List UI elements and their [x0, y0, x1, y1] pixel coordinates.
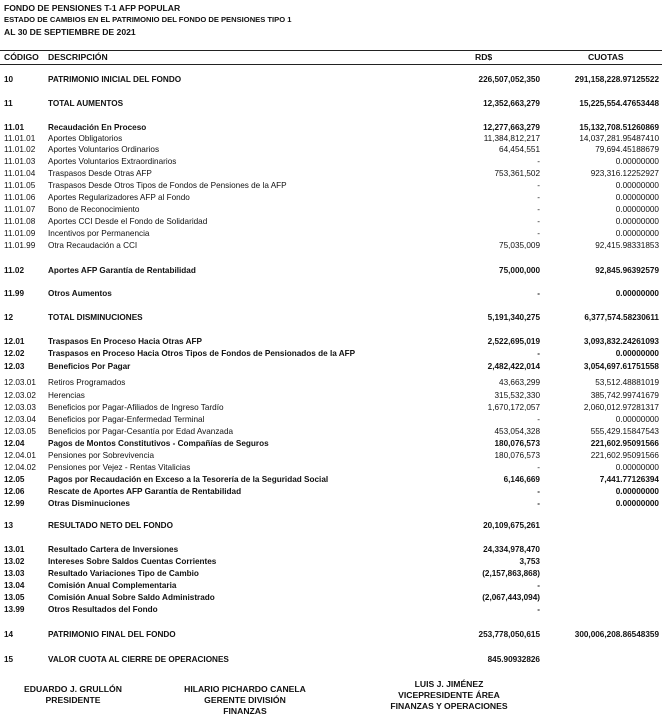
row-description: Intereses Sobre Saldos Cuentas Corrientes	[48, 557, 217, 566]
row-description: Otras Disminuciones	[48, 499, 130, 508]
signature-name: EDUARDO J. GRULLÓN	[24, 684, 122, 694]
column-header-row	[0, 50, 662, 65]
row-description: Rescate de Aportes AFP Garantía de Rentabilidad	[48, 487, 242, 496]
row-rd-value: 180,076,573	[494, 451, 540, 460]
row-rd-value: -	[537, 487, 540, 496]
signature-title: GERENTE DIVISIÓN	[204, 695, 286, 705]
row-quota-value: 15,132,708.51260869	[579, 123, 659, 132]
row-rd-value: 24,334,978,470	[483, 545, 540, 554]
row-rd-value: -	[537, 349, 540, 358]
row-description: Comisión Anual Sobre Saldo Administrado	[48, 593, 215, 602]
row-quota-value: 0.00000000	[615, 463, 659, 472]
row-rd-value: 1,670,172,057	[487, 403, 540, 412]
row-description: Pagos por Recaudación en Exceso a la Tesorería de la Seguridad Social	[48, 475, 329, 484]
row-quota-value: 221,602.95091566	[590, 451, 659, 460]
table-row	[0, 216, 662, 227]
report-subtitle: ESTADO DE CAMBIOS EN EL PATRIMONIO DEL FONDO DE PENSIONES TIPO 1	[4, 15, 292, 24]
row-quota-value: 14,037,281.95487410	[579, 134, 659, 143]
table-row	[0, 592, 662, 603]
row-code: 11.01.09	[4, 229, 36, 238]
table-row	[0, 240, 662, 251]
row-description: Aportes Regularizadores AFP al Fondo	[48, 193, 190, 202]
row-quota-value: 0.00000000	[615, 487, 659, 496]
row-description: Aportes AFP Garantía de Rentabilidad	[48, 266, 196, 275]
signature-title-2: FINANZAS Y OPERACIONES	[390, 701, 508, 711]
report-date: AL 30 DE SEPTIEMBRE DE 2021	[4, 27, 136, 37]
row-rd-value: 12,277,663,279	[483, 123, 540, 132]
row-code: 12.03	[4, 362, 25, 371]
row-quota-value: 385,742.99741679	[590, 391, 659, 400]
row-quota-value: 0.00000000	[615, 205, 659, 214]
row-description: Otros Resultados del Fondo	[48, 605, 158, 614]
row-code: 12.03.05	[4, 427, 36, 436]
table-row	[0, 192, 662, 203]
row-quota-value: 0.00000000	[615, 193, 659, 202]
row-rd-value: -	[537, 499, 540, 508]
row-quota-value: 0.00000000	[615, 289, 659, 298]
row-rd-value: (2,157,863,868)	[482, 569, 540, 578]
row-quota-value: 53,512.48881019	[595, 378, 659, 387]
row-quota-value: 555,429.15847543	[590, 427, 659, 436]
table-row	[0, 556, 662, 567]
table-row	[0, 629, 662, 640]
row-description: Comisión Anual Complementaria	[48, 581, 177, 590]
row-code: 12.03.04	[4, 415, 36, 424]
row-quota-value: 0.00000000	[615, 217, 659, 226]
row-description: TOTAL AUMENTOS	[48, 99, 124, 108]
column-description-header: DESCRIPCIÓN	[48, 52, 108, 62]
row-quota-value: 291,158,228.97125522	[574, 75, 659, 84]
row-rd-value: -	[537, 157, 540, 166]
row-code: 11.99	[4, 289, 25, 298]
table-row	[0, 604, 662, 615]
row-rd-value: -	[537, 289, 540, 298]
row-description: Otros Aumentos	[48, 289, 112, 298]
row-description: Pensiones por Sobrevivencia	[48, 451, 155, 460]
row-description: Aportes Obligatorios	[48, 134, 123, 143]
table-row	[0, 450, 662, 461]
row-code: 12	[4, 313, 14, 322]
row-code: 11.01	[4, 123, 25, 132]
row-quota-value: 300,006,208.86548359	[574, 630, 659, 639]
table-row	[0, 312, 662, 323]
row-code: 11.01.05	[4, 181, 36, 190]
row-description: Bono de Reconocimiento	[48, 205, 140, 214]
row-description: Traspasos Desde Otras AFP	[48, 169, 152, 178]
row-rd-value: 315,532,330	[494, 391, 540, 400]
row-description: Traspasos en Proceso Hacia Otros Tipos de Fondos de Pensionados de la AFP	[48, 349, 356, 358]
row-rd-value: -	[537, 463, 540, 472]
table-row	[0, 568, 662, 579]
row-rd-value: 3,753	[519, 557, 540, 566]
row-rd-value: 2,482,422,014	[487, 362, 540, 371]
row-code: 14	[4, 630, 14, 639]
row-quota-value: 0.00000000	[615, 157, 659, 166]
row-description: Resultado Cartera de Inversiones	[48, 545, 179, 554]
row-code: 12.04.01	[4, 451, 36, 460]
table-row	[0, 228, 662, 239]
table-row	[0, 288, 662, 299]
row-rd-value: 75,035,009	[499, 241, 540, 250]
table-row	[0, 168, 662, 179]
table-row	[0, 348, 662, 359]
row-code: 10	[4, 75, 14, 84]
row-quota-value: 3,054,697.61751558	[583, 362, 659, 371]
row-code: 13.05	[4, 593, 25, 602]
table-row	[0, 438, 662, 449]
table-row	[0, 498, 662, 509]
table-row	[0, 265, 662, 276]
row-code: 12.05	[4, 475, 25, 484]
row-description: Herencias	[48, 391, 85, 400]
row-description: Retiros Programados	[48, 378, 126, 387]
column-code-header: CÓDIGO	[4, 52, 39, 62]
signature-name: HILARIO PICHARDO CANELA	[184, 684, 306, 694]
row-rd-value: 6,146,669	[503, 475, 540, 484]
row-code: 11.01.07	[4, 205, 36, 214]
row-rd-value: 253,778,050,615	[478, 630, 540, 639]
row-code: 12.04.02	[4, 463, 36, 472]
row-description: Beneficios Por Pagar	[48, 362, 131, 371]
table-row	[0, 414, 662, 425]
row-description: Aportes Voluntarios Extraordinarios	[48, 157, 177, 166]
table-row	[0, 204, 662, 215]
row-description: Pagos de Montos Constitutivos - Compañías de Seguros	[48, 439, 269, 448]
row-description: VALOR CUOTA AL CIERRE DE OPERACIONES	[48, 655, 229, 664]
row-quota-value: 92,415.98331853	[595, 241, 659, 250]
row-code: 13.01	[4, 545, 25, 554]
row-rd-value: -	[537, 205, 540, 214]
row-description: Recaudación En Proceso	[48, 123, 147, 132]
row-quota-value: 0.00000000	[615, 349, 659, 358]
row-description: Otra Recaudación a CCI	[48, 241, 138, 250]
row-code: 13	[4, 521, 14, 530]
row-rd-value: 43,663,299	[499, 378, 540, 387]
table-row	[0, 654, 662, 665]
row-rd-value: 753,361,502	[494, 169, 540, 178]
row-quota-value: 15,225,554.47653448	[579, 99, 659, 108]
row-description: Incentivos por Permanencia	[48, 229, 150, 238]
row-quota-value: 0.00000000	[615, 415, 659, 424]
row-rd-value: -	[537, 193, 540, 202]
row-quota-value: 79,694.45188679	[595, 145, 659, 154]
row-description: Aportes Voluntarios Ordinarios	[48, 145, 160, 154]
row-code: 11	[4, 99, 13, 108]
row-rd-value: 20,109,675,261	[483, 521, 540, 530]
row-rd-value: -	[537, 581, 540, 590]
signature-vice-president	[384, 679, 514, 712]
row-code: 12.03.01	[4, 378, 36, 387]
signature-title: PRESIDENTE	[45, 695, 101, 705]
row-quota-value: 7,441.77126394	[599, 475, 659, 484]
row-code: 11.01.08	[4, 217, 36, 226]
table-row	[0, 486, 662, 497]
table-row	[0, 336, 662, 347]
row-quota-value: 0.00000000	[615, 499, 659, 508]
row-code: 13.99	[4, 605, 25, 614]
row-code: 12.01	[4, 337, 25, 346]
row-quota-value: 923,316.12252927	[590, 169, 659, 178]
signature-title-2: FINANZAS	[223, 706, 267, 716]
row-description: Pensiones por Vejez - Rentas Vitalicias	[48, 463, 191, 472]
table-row	[0, 426, 662, 437]
row-rd-value: -	[537, 229, 540, 238]
row-code: 11.02	[4, 266, 25, 275]
row-rd-value: 12,352,663,279	[483, 99, 540, 108]
row-code: 12.02	[4, 349, 25, 358]
row-description: Traspasos Desde Otros Tipos de Fondos de Pensiones de la AFP	[48, 181, 287, 190]
signature-finance-manager	[180, 684, 310, 717]
row-rd-value: 75,000,000	[499, 266, 540, 275]
row-code: 13.02	[4, 557, 25, 566]
row-rd-value: 453,054,328	[494, 427, 540, 436]
table-row	[0, 520, 662, 531]
row-quota-value: 221,602.95091566	[590, 439, 659, 448]
row-quota-value: 0.00000000	[615, 229, 659, 238]
signature-name: LUIS J. JIMÉNEZ	[414, 679, 484, 689]
row-code: 12.04	[4, 439, 25, 448]
report-title: FONDO DE PENSIONES T-1 AFP POPULAR	[4, 3, 181, 13]
row-rd-value: 845.90932826	[487, 655, 540, 664]
row-rd-value: -	[537, 217, 540, 226]
row-code: 12.03.02	[4, 391, 36, 400]
row-quota-value: 92,845.96392579	[595, 266, 659, 275]
row-description: Traspasos En Proceso Hacia Otras AFP	[48, 337, 202, 346]
row-quota-value: 3,093,832.24261093	[583, 337, 659, 346]
column-quotas-header: CUOTAS	[588, 52, 624, 62]
row-rd-value: 226,507,052,350	[478, 75, 540, 84]
row-rd-value: -	[537, 415, 540, 424]
table-row	[0, 402, 662, 413]
row-code: 15	[4, 655, 14, 664]
table-row	[0, 544, 662, 555]
table-row	[0, 390, 662, 401]
table-row	[0, 74, 662, 85]
row-code: 11.01.03	[4, 157, 36, 166]
row-quota-value: 0.00000000	[615, 181, 659, 190]
table-row	[0, 474, 662, 485]
row-code: 11.01.04	[4, 169, 36, 178]
table-row	[0, 180, 662, 191]
row-description: Beneficios por Pagar-Enfermedad Terminal	[48, 415, 205, 424]
table-row	[0, 156, 662, 167]
row-description: PATRIMONIO INICIAL DEL FONDO	[48, 75, 182, 84]
table-row	[0, 580, 662, 591]
row-rd-value: 5,191,340,275	[487, 313, 540, 322]
row-code: 11.01.02	[4, 145, 36, 154]
row-rd-value: 64,454,551	[499, 145, 540, 154]
row-rd-value: 180,076,573	[494, 439, 540, 448]
row-description: Aportes CCI Desde el Fondo de Solidaridad	[48, 217, 208, 226]
row-description: PATRIMONIO FINAL DEL FONDO	[48, 630, 176, 639]
row-quota-value: 2,060,012.97281317	[583, 403, 659, 412]
row-rd-value: 11,384,812,217	[483, 134, 540, 143]
row-description: RESULTADO NETO DEL FONDO	[48, 521, 173, 530]
table-row	[0, 462, 662, 473]
row-code: 11.01.06	[4, 193, 36, 202]
row-quota-value: 6,377,574.58230611	[584, 313, 659, 322]
table-row	[0, 133, 662, 144]
row-code: 12.99	[4, 499, 25, 508]
table-row	[0, 144, 662, 155]
table-row	[0, 98, 662, 109]
table-row	[0, 361, 662, 372]
row-description: Beneficios por Pagar-Afiliados de Ingreso Tardío	[48, 403, 224, 412]
row-code: 12.03.03	[4, 403, 36, 412]
row-code: 11.01.01	[4, 134, 36, 143]
row-code: 11.01.99	[4, 241, 36, 250]
row-description: Resultado Variaciones Tipo de Cambio	[48, 569, 199, 578]
table-row	[0, 122, 662, 133]
table-row	[0, 377, 662, 388]
row-code: 13.04	[4, 581, 25, 590]
row-description: Beneficios por Pagar-Cesantía por Edad Avanzada	[48, 427, 234, 436]
signature-title: VICEPRESIDENTE ÁREA	[398, 690, 500, 700]
signature-president	[18, 684, 128, 706]
row-rd-value: 2,522,695,019	[487, 337, 540, 346]
row-code: 13.03	[4, 569, 25, 578]
row-description: TOTAL DISMINUCIONES	[48, 313, 143, 322]
row-code: 12.06	[4, 487, 25, 496]
row-rd-value: -	[537, 181, 540, 190]
column-rd-header: RD$	[475, 52, 493, 62]
row-rd-value: (2,067,443,094)	[482, 593, 540, 602]
row-rd-value: -	[537, 605, 540, 614]
